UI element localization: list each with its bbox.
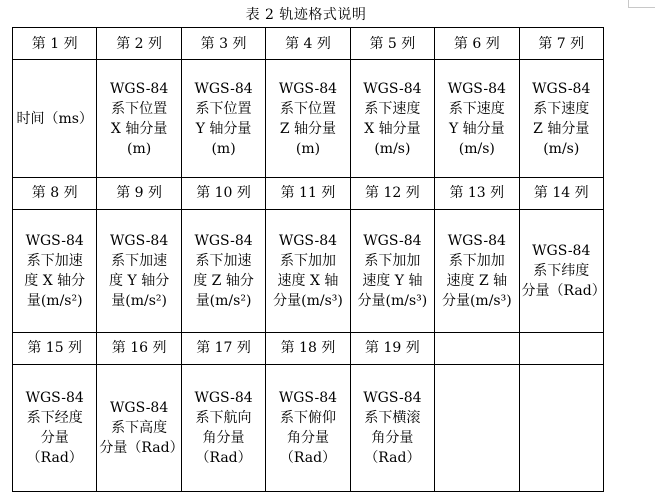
description-line: （Rad） (26, 450, 83, 467)
column-header-cell: 第 10 列 (181, 177, 265, 209)
description-row (13, 365, 604, 492)
description-line: 系下速度 (364, 100, 421, 117)
description-line: 时间（ms） (16, 110, 93, 127)
description-line: WGS-84 (363, 232, 422, 249)
description-cell (13, 210, 97, 333)
description-cell (350, 60, 434, 178)
description-cell (181, 210, 265, 333)
description-line: 量(m/s²) (26, 292, 83, 309)
column-header-cell: 第 5 列 (350, 28, 434, 60)
description-cell (435, 60, 519, 178)
description-line: WGS-84 (194, 390, 253, 407)
column-header-cell: 第 14 列 (519, 177, 603, 209)
description-line: 系下位置 (111, 100, 168, 117)
description-line: WGS-84 (110, 400, 169, 417)
description-cell (519, 60, 603, 178)
description-line: 系下纬度 (533, 262, 590, 279)
column-header-cell: 第 16 列 (97, 332, 181, 364)
column-header-cell (435, 332, 519, 364)
description-line: 系下速度 (448, 100, 505, 117)
description-line: 分量(m/s³) (273, 292, 343, 309)
description-line: WGS-84 (25, 390, 84, 407)
description-line: 系下加速 (195, 252, 252, 269)
column-header-cell: 第 12 列 (350, 177, 434, 209)
description-line: 角分量 (286, 430, 329, 447)
description-line: 速度 Z 轴 (446, 272, 508, 289)
description-line: Y 轴分量 (448, 120, 505, 137)
description-line: WGS-84 (532, 242, 591, 259)
description-line: 系下位置 (279, 100, 336, 117)
description-line: (m/s) (458, 140, 495, 157)
description-cell (350, 210, 434, 333)
description-cell (97, 60, 181, 178)
description-line: 系下航向 (195, 410, 252, 427)
description-cell (435, 210, 519, 333)
description-line: 系下加加 (448, 252, 505, 269)
description-line: X 轴分量 (110, 120, 168, 137)
header-row (13, 177, 604, 209)
description-line: (m/s) (374, 140, 411, 157)
description-line: 度 Z 轴分 (193, 272, 254, 289)
description-line: 系下速度 (533, 100, 590, 117)
description-cell (13, 365, 97, 492)
description-line: 速度 Y 轴 (362, 272, 423, 289)
description-line: 分量(m/s³) (357, 292, 428, 309)
column-header-cell: 第 17 列 (181, 332, 265, 364)
description-line: WGS-84 (194, 232, 253, 249)
description-cell (519, 365, 603, 492)
description-line: 系下加加 (279, 252, 336, 269)
column-header-cell: 第 3 列 (181, 28, 265, 60)
description-cell (435, 365, 519, 492)
description-line: WGS-84 (363, 390, 422, 407)
description-line: （Rad） (364, 450, 421, 467)
description-row (13, 60, 604, 178)
description-line: X 轴分量 (364, 120, 421, 137)
description-line: 度 Y 轴分 (109, 272, 170, 289)
description-line: 系下俯仰 (279, 410, 336, 427)
description-cell (266, 365, 350, 492)
description-line: 速度 X 轴 (277, 272, 339, 289)
description-line: 量(m/s²) (111, 292, 167, 309)
column-header-cell: 第 15 列 (13, 332, 97, 364)
column-header-cell: 第 18 列 (266, 332, 350, 364)
description-cell (97, 210, 181, 333)
column-header-cell: 第 9 列 (97, 177, 181, 209)
column-header-cell: 第 1 列 (13, 28, 97, 60)
description-line: 角分量 (202, 430, 245, 447)
trajectory-format-table (12, 27, 604, 492)
description-line: Z 轴分量 (533, 120, 590, 137)
column-header-cell (519, 332, 603, 364)
description-line: (m) (127, 140, 152, 157)
description-line: (m) (211, 140, 236, 157)
description-line: WGS-84 (278, 80, 338, 97)
description-line: Y 轴分量 (195, 120, 252, 137)
description-line: 系下加速 (26, 252, 83, 269)
description-line: (m) (295, 140, 321, 157)
description-cell (266, 210, 350, 333)
description-line: WGS-84 (110, 232, 169, 249)
description-row (13, 210, 604, 333)
column-header-cell: 第 11 列 (266, 177, 350, 209)
description-line: （Rad） (195, 450, 252, 467)
description-line: 分量（Rad） (521, 282, 606, 299)
description-line: Z 轴分量 (279, 120, 337, 137)
description-cell (181, 365, 265, 492)
description-line: WGS-84 (447, 232, 506, 249)
description-line: WGS-84 (25, 232, 84, 249)
column-header-cell: 第 7 列 (519, 28, 603, 60)
description-line: 系下横滚 (364, 410, 421, 427)
column-header-cell: 第 6 列 (435, 28, 519, 60)
description-line: WGS-84 (278, 390, 338, 407)
page-corner-mark (628, 0, 655, 8)
description-line: 系下加速 (111, 252, 168, 269)
description-line: 分量（Rad） (99, 440, 184, 457)
description-line: WGS-84 (194, 80, 253, 97)
description-line: 系下加加 (364, 252, 421, 269)
description-line: 量(m/s²) (195, 292, 252, 309)
column-header-cell: 第 2 列 (97, 28, 181, 60)
description-line: 度 X 轴分 (24, 272, 86, 289)
description-line: 系下经度 (26, 410, 83, 427)
description-line: 角分量 (371, 430, 414, 447)
description-cell (350, 365, 434, 492)
description-line: WGS-84 (278, 232, 338, 249)
description-cell (266, 60, 350, 178)
description-line: （Rad） (279, 450, 337, 467)
column-header-cell: 第 4 列 (266, 28, 350, 60)
table-caption: 表 2 轨迹格式说明 (245, 7, 367, 23)
description-line: 系下高度 (111, 420, 168, 437)
column-header-cell: 第 8 列 (13, 177, 97, 209)
description-line: WGS-84 (447, 80, 506, 97)
description-cell (519, 210, 606, 333)
header-row (13, 332, 604, 364)
description-cell (181, 60, 265, 178)
description-cell (13, 60, 97, 178)
column-header-cell: 第 13 列 (435, 177, 519, 209)
description-line: (m/s) (543, 140, 580, 157)
description-line: WGS-84 (110, 80, 169, 97)
description-line: 系下位置 (195, 100, 252, 117)
column-header-cell: 第 19 列 (350, 332, 434, 364)
description-line: 分量(m/s³) (441, 292, 512, 309)
description-line: 分量 (40, 430, 69, 447)
description-cell (97, 365, 184, 492)
header-row (13, 28, 604, 60)
description-line: WGS-84 (363, 80, 422, 97)
description-line: WGS-84 (532, 80, 591, 97)
